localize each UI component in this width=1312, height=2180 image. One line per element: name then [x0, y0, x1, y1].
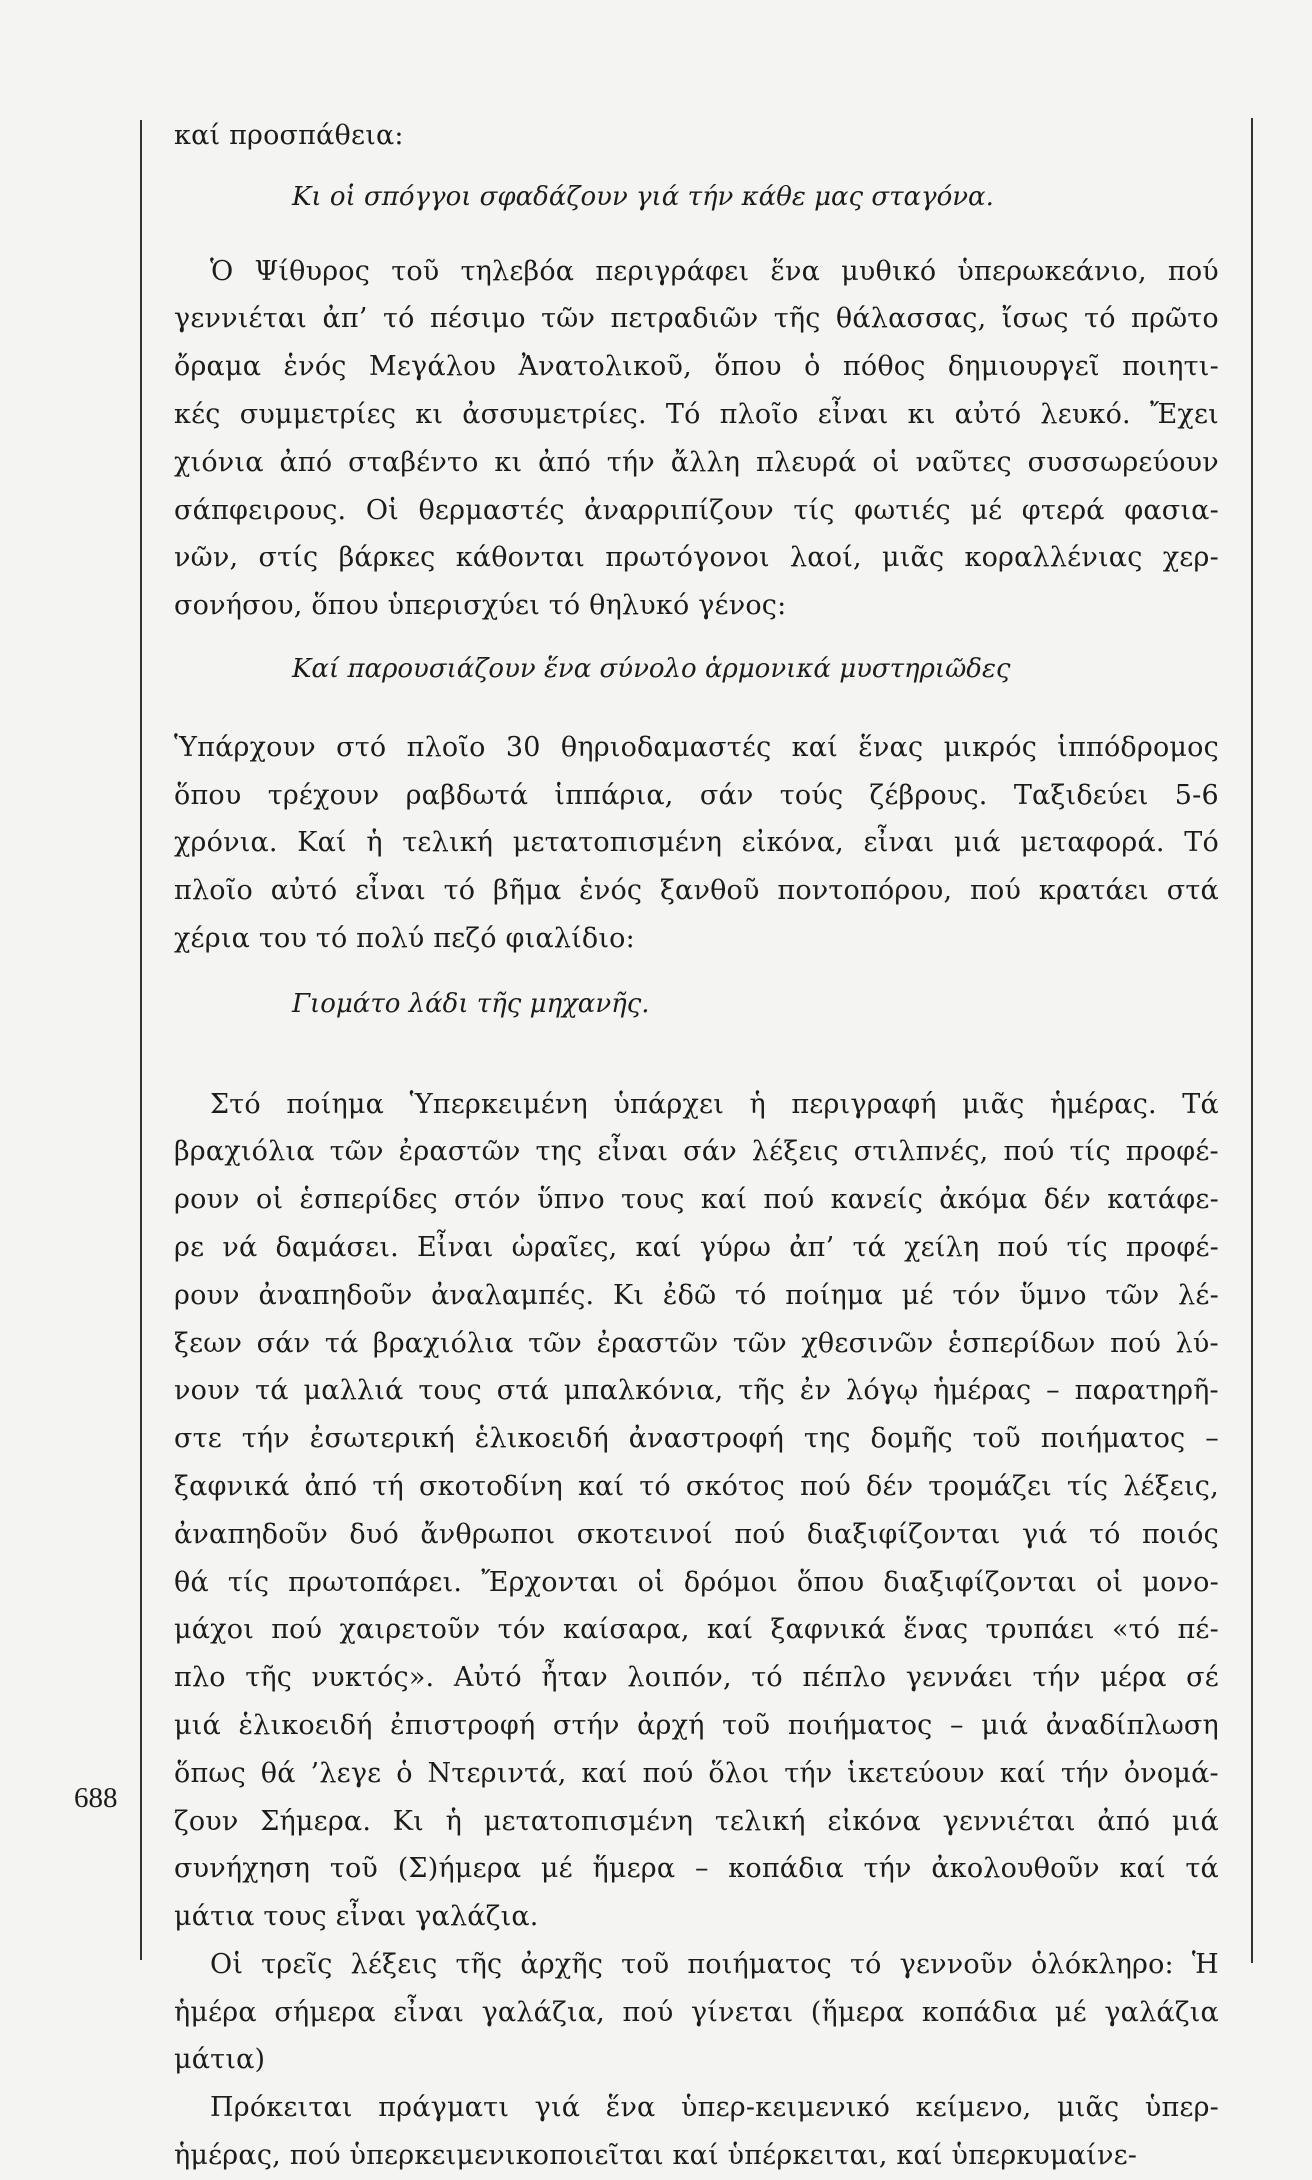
- paragraph: [174, 1081, 1219, 1941]
- text-line: νουν τά μαλλιά τους στά μπαλκόνια, τῆς ἐν λόγῳ ἡμέρας – παρατηρῆ-: [174, 1375, 1219, 1407]
- paragraph: [174, 1941, 1219, 2084]
- text-line: ρε νά δαμάσει. Εἶναι ὡραῖες, καί γύρω ἀπ’ τά χείλη πού τίς προφέ-: [174, 1231, 1219, 1263]
- text-line: κές συμμετρίες κι ἀσσυμετρίες. Τό πλοῖο εἶναι κι αὐτό λευκό. Ἔχει: [174, 398, 1219, 430]
- paragraph: [174, 724, 1219, 963]
- text-line: ζουν Σήμερα. Κι ἡ μετατοπισμένη τελική εἰκόνα γεννιέται ἀπό μιά: [174, 1805, 1219, 1837]
- text-line: ἡμέρα σήμερα εἶναι γαλάζια, πού γίνεται (ἥμερα κοπάδια μέ γαλάζια: [174, 1996, 1219, 2028]
- text-line: ἡμέρας, πού ὑπερκειμενικοποιεῖται καί ὑπέρκειται, καί ὑπερκυμαίνε-: [174, 2140, 1138, 2172]
- text-line: ὄραμα ἑνός Μεγάλου Ἀνατολικοῦ, ὅπου ὁ πόθος δημιουργεῖ ποιητι-: [174, 351, 1219, 383]
- text-line: μάχοι πού χαιρετοῦν τόν καίσαρα, καί ξαφνικά ἕνας τρυπάει «τό πέ-: [174, 1614, 1219, 1646]
- text-line: πλοῖο αὐτό εἶναι τό βῆμα ἑνός ξανθοῦ ποντοπόρου, πού κρατάει στά: [174, 875, 1219, 907]
- page-number: 688: [74, 1782, 118, 1814]
- text-line: μιά ἑλικοειδή ἐπιστροφή στήν ἀρχή τοῦ ποιήματος – μιά ἀναδίπλωση: [174, 1709, 1219, 1741]
- paragraph: [174, 112, 1219, 160]
- text-line: πλο τῆς νυκτός». Αὐτό ἦταν λοιπόν, τό πέπλο γεννάει τήν μέρα σέ: [174, 1662, 1219, 1694]
- text-line: συνήχηση τοῦ (Σ)ήμερα μέ ἥμερα – κοπάδια τήν ἀκολουθοῦν καί τά: [174, 1853, 1219, 1885]
- text-line: ἀναπηδοῦν δυό ἄνθρωποι σκοτεινοί πού διαξιφίζονται γιά τό ποιός: [174, 1518, 1219, 1550]
- verse-quote: Καί παρουσιάζουν ἕνα σύνολο ἁρμονικά μυστηριῶδες: [292, 653, 1011, 684]
- text-line: Ὁ Ψίθυρος τοῦ τηλεβόα περιγράφει ἕνα μυθικό ὑπερωκεάνιο, πού: [210, 255, 1219, 287]
- verse-quote: Κι οἱ σπόγγοι σφαδάζουν γιά τήν κάθε μας σταγόνα.: [292, 181, 994, 212]
- text-line: θά τίς πρωτοπάρει. Ἔρχονται οἱ δρόμοι ὅπου διαξιφίζονται οἱ μονο-: [174, 1566, 1219, 1598]
- body-text: [174, 112, 1219, 2180]
- text-line: Ὑπάρχουν στό πλοῖο 30 θηριοδαμαστές καί ἕνας μικρός ἱππόδρομος: [174, 731, 1219, 763]
- text-line: Οἱ τρεῖς λέξεις τῆς ἀρχῆς τοῦ ποιήματος τό γεννοῦν ὁλόκληρο: Ἡ: [210, 1948, 1219, 1980]
- text-line: καί προσπάθεια:: [174, 120, 404, 151]
- text-line: χρόνια. Καί ἡ τελική μετατοπισμένη εἰκόνα, εἶναι μιά μεταφορά. Τό: [174, 827, 1219, 859]
- text-line: ὅπου τρέχουν ραβδωτά ἱππάρια, σάν τούς ζέβρους. Ταξιδεύει 5-6: [174, 779, 1219, 811]
- text-line: χιόνια ἀπό σταβέντο κι ἀπό τήν ἄλλη πλευρά οἱ ναῦτες συσσωρεύουν: [174, 446, 1219, 478]
- text-line: ξαφνικά ἀπό τή σκοτοδίνη καί τό σκότος πού δέν τρομάζει τίς λέξεις,: [174, 1470, 1219, 1502]
- text-line: μάτια τους εἶναι γαλάζια.: [174, 1901, 539, 1933]
- text-line: Στό ποίημα Ὑπερκειμένη ὑπάρχει ἡ περιγραφή μιᾶς ἡμέρας. Τά: [210, 1088, 1219, 1120]
- text-line: Πρόκειται πράγματι γιά ἕνα ὑπερ-κειμενικό κείμενο, μιᾶς ὑπερ-: [210, 2092, 1219, 2124]
- text-line: μάτια): [174, 2044, 266, 2076]
- text-line: βραχιόλια τῶν ἐραστῶν της εἶναι σάν λέξεις στιλπνές, πού τίς προφέ-: [174, 1136, 1219, 1168]
- text-line: στε τήν ἐσωτερική ἑλικοειδή ἀναστροφή της δομῆς τοῦ ποιήματος –: [174, 1423, 1219, 1455]
- right-margin-rule: [1251, 118, 1253, 1963]
- text-line: ρουν οἱ ἑσπερίδες στόν ὕπνο τους καί πού κανείς ἀκόμα δέν κατάφε-: [174, 1184, 1219, 1216]
- text-line: ὅπως θά ’λεγε ὁ Ντεριντά, καί πού ὅλοι τήν ἱκετεύουν καί τήν ὀνομά-: [174, 1757, 1219, 1789]
- text-line: νῶν, στίς βάρκες κάθονται πρωτόγονοι λαοί, μιᾶς κοραλλένιας χερ-: [174, 542, 1219, 574]
- paragraph: [174, 2084, 1219, 2180]
- text-line: σονήσου, ὅπου ὑπερισχύει τό θηλυκό γένος:: [174, 590, 787, 622]
- text-line: ρουν ἀναπηδοῦν ἀναλαμπές. Κι ἐδῶ τό ποίημα μέ τόν ὕμνο τῶν λέ-: [174, 1279, 1219, 1311]
- left-margin-rule: [140, 120, 142, 1960]
- text-line: ξεων σάν τά βραχιόλια τῶν ἐραστῶν τῶν χθεσινῶν ἑσπερίδων πού λύ-: [174, 1327, 1219, 1359]
- verse-quote: Γιομάτο λάδι τῆς μηχανῆς.: [292, 988, 650, 1019]
- paragraph: [174, 248, 1219, 630]
- text-line: χέρια του τό πολύ πεζό φιαλίδιο:: [174, 922, 635, 954]
- text-line: σάπφειρους. Οἱ θερμαστές ἀναρριπίζουν τίς φωτιές μέ φτερά φασια-: [174, 494, 1219, 526]
- text-line: γεννιέται ἀπ’ τό πέσιμο τῶν πετραδιῶν τῆς θάλασσας, ἴσως τό πρῶτο: [174, 303, 1219, 335]
